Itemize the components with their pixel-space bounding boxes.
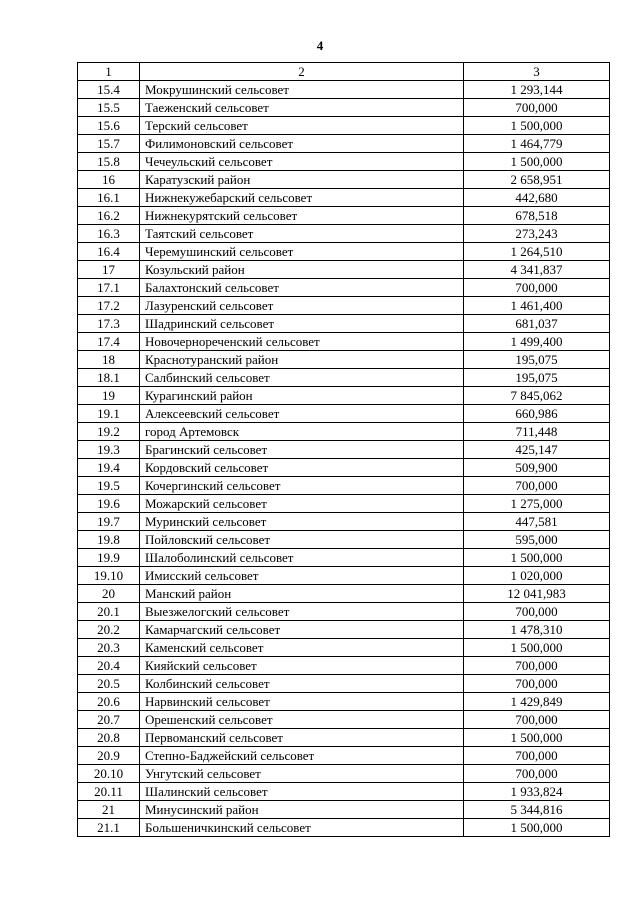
row-number-cell: 20.8: [78, 729, 140, 747]
row-number-cell: 19.9: [78, 549, 140, 567]
row-name-cell: Терский сельсовет: [140, 117, 464, 135]
row-name-cell: Выезжелогский сельсовет: [140, 603, 464, 621]
row-number-cell: 15.7: [78, 135, 140, 153]
row-number-cell: 20.4: [78, 657, 140, 675]
row-amount-cell: 700,000: [464, 657, 610, 675]
row-number-cell: 20: [78, 585, 140, 603]
row-number-cell: 18.1: [78, 369, 140, 387]
row-number-cell: 19.7: [78, 513, 140, 531]
row-name-cell: Кордовский сельсовет: [140, 459, 464, 477]
table-row: [78, 603, 610, 621]
table-row: [78, 117, 610, 135]
row-number-cell: 20.5: [78, 675, 140, 693]
row-amount-cell: 1 429,849: [464, 693, 610, 711]
table-row: [78, 477, 610, 495]
row-number-cell: 20.9: [78, 747, 140, 765]
row-amount-cell: 1 500,000: [464, 729, 610, 747]
row-amount-cell: 1 461,400: [464, 297, 610, 315]
table-body: [78, 63, 610, 837]
row-amount-cell: 1 293,144: [464, 81, 610, 99]
table-row: [78, 585, 610, 603]
table-row: [78, 783, 610, 801]
row-name-cell: Каменский сельсовет: [140, 639, 464, 657]
table-header-row: [78, 63, 610, 81]
row-amount-cell: 12 041,983: [464, 585, 610, 603]
row-amount-cell: 700,000: [464, 477, 610, 495]
row-amount-cell: 1 275,000: [464, 495, 610, 513]
row-number-cell: 16: [78, 171, 140, 189]
row-name-cell: Алексеевский сельсовет: [140, 405, 464, 423]
row-name-cell: Краснотуранский район: [140, 351, 464, 369]
row-amount-cell: 425,147: [464, 441, 610, 459]
row-name-cell: Новочернореченский сельсовет: [140, 333, 464, 351]
table-row: [78, 171, 610, 189]
row-name-cell: Козульский район: [140, 261, 464, 279]
row-amount-cell: 1 264,510: [464, 243, 610, 261]
row-amount-cell: 1 500,000: [464, 549, 610, 567]
row-amount-cell: 1 478,310: [464, 621, 610, 639]
table-row: [78, 675, 610, 693]
table-row: [78, 207, 610, 225]
row-name-cell: Брагинский сельсовет: [140, 441, 464, 459]
row-name-cell: Минусинский район: [140, 801, 464, 819]
row-name-cell: Таеженский сельсовет: [140, 99, 464, 117]
page-number: 4: [316, 38, 324, 53]
row-name-cell: город Артемовск: [140, 423, 464, 441]
row-number-cell: 21.1: [78, 819, 140, 837]
table-row: [78, 189, 610, 207]
table-row: [78, 729, 610, 747]
table-row: [78, 261, 610, 279]
row-number-cell: 19.6: [78, 495, 140, 513]
row-number-cell: 19.1: [78, 405, 140, 423]
row-number-cell: 15.8: [78, 153, 140, 171]
table-row: [78, 531, 610, 549]
row-number-cell: 16.1: [78, 189, 140, 207]
table-row: [78, 423, 610, 441]
row-name-cell: Степно-Баджейский сельсовет: [140, 747, 464, 765]
row-name-cell: Большеничкинский сельсовет: [140, 819, 464, 837]
header-cell-number: 1: [78, 63, 140, 81]
row-number-cell: 19.10: [78, 567, 140, 585]
table-row: [78, 621, 610, 639]
row-number-cell: 16.4: [78, 243, 140, 261]
row-name-cell: Шалоболинский сельсовет: [140, 549, 464, 567]
row-name-cell: Филимоновский сельсовет: [140, 135, 464, 153]
row-number-cell: 20.11: [78, 783, 140, 801]
row-amount-cell: 681,037: [464, 315, 610, 333]
row-name-cell: Манский район: [140, 585, 464, 603]
row-name-cell: Нижнекужебарский сельсовет: [140, 189, 464, 207]
row-number-cell: 17.2: [78, 297, 140, 315]
row-name-cell: Черемушинский сельсовет: [140, 243, 464, 261]
table-row: [78, 801, 610, 819]
row-number-cell: 20.10: [78, 765, 140, 783]
row-amount-cell: 7 845,062: [464, 387, 610, 405]
row-number-cell: 15.5: [78, 99, 140, 117]
table-row: [78, 135, 610, 153]
table-row: [78, 333, 610, 351]
table-row: [78, 819, 610, 837]
row-amount-cell: 700,000: [464, 279, 610, 297]
table-row: [78, 459, 610, 477]
row-amount-cell: 1 500,000: [464, 819, 610, 837]
table-row: [78, 153, 610, 171]
table-row: [78, 297, 610, 315]
row-number-cell: 15.6: [78, 117, 140, 135]
row-name-cell: Балахтонский сельсовет: [140, 279, 464, 297]
row-name-cell: Кочергинский сельсовет: [140, 477, 464, 495]
row-name-cell: Салбинский сельсовет: [140, 369, 464, 387]
row-number-cell: 20.1: [78, 603, 140, 621]
table-row: [78, 225, 610, 243]
header-cell-name: 2: [140, 63, 464, 81]
row-number-cell: 17.1: [78, 279, 140, 297]
header-cell-amount: 3: [464, 63, 610, 81]
row-number-cell: 20.2: [78, 621, 140, 639]
row-amount-cell: 1 500,000: [464, 639, 610, 657]
table-row: [78, 279, 610, 297]
row-name-cell: Кияйский сельсовет: [140, 657, 464, 675]
row-amount-cell: 660,986: [464, 405, 610, 423]
table-row: [78, 693, 610, 711]
row-amount-cell: 595,000: [464, 531, 610, 549]
row-amount-cell: 711,448: [464, 423, 610, 441]
row-amount-cell: 1 933,824: [464, 783, 610, 801]
row-name-cell: Курагинский район: [140, 387, 464, 405]
row-name-cell: Лазуренский сельсовет: [140, 297, 464, 315]
row-number-cell: 17.3: [78, 315, 140, 333]
row-number-cell: 17.4: [78, 333, 140, 351]
row-name-cell: Первоманский сельсовет: [140, 729, 464, 747]
row-amount-cell: 1 500,000: [464, 153, 610, 171]
row-number-cell: 19.4: [78, 459, 140, 477]
row-number-cell: 20.3: [78, 639, 140, 657]
row-name-cell: Можарский сельсовет: [140, 495, 464, 513]
row-number-cell: 19.2: [78, 423, 140, 441]
row-amount-cell: 4 341,837: [464, 261, 610, 279]
table-row: [78, 765, 610, 783]
row-number-cell: 19.5: [78, 477, 140, 495]
row-name-cell: Шалинский сельсовет: [140, 783, 464, 801]
row-amount-cell: 1 020,000: [464, 567, 610, 585]
row-name-cell: Муринский сельсовет: [140, 513, 464, 531]
row-name-cell: Колбинский сельсовет: [140, 675, 464, 693]
table-row: [78, 81, 610, 99]
row-name-cell: Шадринский сельсовет: [140, 315, 464, 333]
row-name-cell: Орешенский сельсовет: [140, 711, 464, 729]
row-amount-cell: 509,900: [464, 459, 610, 477]
row-amount-cell: 1 499,400: [464, 333, 610, 351]
table-row: [78, 405, 610, 423]
table-row: [78, 567, 610, 585]
row-name-cell: Мокрушинский сельсовет: [140, 81, 464, 99]
row-name-cell: Нижнекурятский сельсовет: [140, 207, 464, 225]
table-row: [78, 99, 610, 117]
row-number-cell: 18: [78, 351, 140, 369]
row-amount-cell: 700,000: [464, 747, 610, 765]
table-row: [78, 243, 610, 261]
table-row: [78, 747, 610, 765]
row-name-cell: Таятский сельсовет: [140, 225, 464, 243]
row-number-cell: 17: [78, 261, 140, 279]
table-row: [78, 441, 610, 459]
table-row: [78, 639, 610, 657]
table-row: [78, 351, 610, 369]
row-name-cell: Имисский сельсовет: [140, 567, 464, 585]
row-amount-cell: 5 344,816: [464, 801, 610, 819]
data-table: [77, 62, 610, 837]
row-amount-cell: 700,000: [464, 711, 610, 729]
row-amount-cell: 273,243: [464, 225, 610, 243]
row-amount-cell: 1 500,000: [464, 117, 610, 135]
row-amount-cell: 700,000: [464, 603, 610, 621]
row-number-cell: 20.6: [78, 693, 140, 711]
row-amount-cell: 447,581: [464, 513, 610, 531]
row-number-cell: 20.7: [78, 711, 140, 729]
table-row: [78, 657, 610, 675]
table-row: [78, 369, 610, 387]
row-name-cell: Камарчагский сельсовет: [140, 621, 464, 639]
row-amount-cell: 700,000: [464, 675, 610, 693]
table-row: [78, 315, 610, 333]
row-amount-cell: 2 658,951: [464, 171, 610, 189]
table-row: [78, 513, 610, 531]
row-amount-cell: 442,680: [464, 189, 610, 207]
row-amount-cell: 195,075: [464, 369, 610, 387]
row-number-cell: 16.3: [78, 225, 140, 243]
row-name-cell: Унгутский сельсовет: [140, 765, 464, 783]
row-amount-cell: 700,000: [464, 765, 610, 783]
row-amount-cell: 700,000: [464, 99, 610, 117]
row-name-cell: Чечеульский сельсовет: [140, 153, 464, 171]
row-name-cell: Каратузский район: [140, 171, 464, 189]
row-number-cell: 16.2: [78, 207, 140, 225]
row-number-cell: 21: [78, 801, 140, 819]
row-name-cell: Нарвинский сельсовет: [140, 693, 464, 711]
row-amount-cell: 678,518: [464, 207, 610, 225]
row-name-cell: Пойловский сельсовет: [140, 531, 464, 549]
row-number-cell: 19.8: [78, 531, 140, 549]
row-amount-cell: 1 464,779: [464, 135, 610, 153]
table-row: [78, 387, 610, 405]
row-amount-cell: 195,075: [464, 351, 610, 369]
table-row: [78, 711, 610, 729]
row-number-cell: 15.4: [78, 81, 140, 99]
row-number-cell: 19.3: [78, 441, 140, 459]
table-row: [78, 495, 610, 513]
table-row: [78, 549, 610, 567]
row-number-cell: 19: [78, 387, 140, 405]
